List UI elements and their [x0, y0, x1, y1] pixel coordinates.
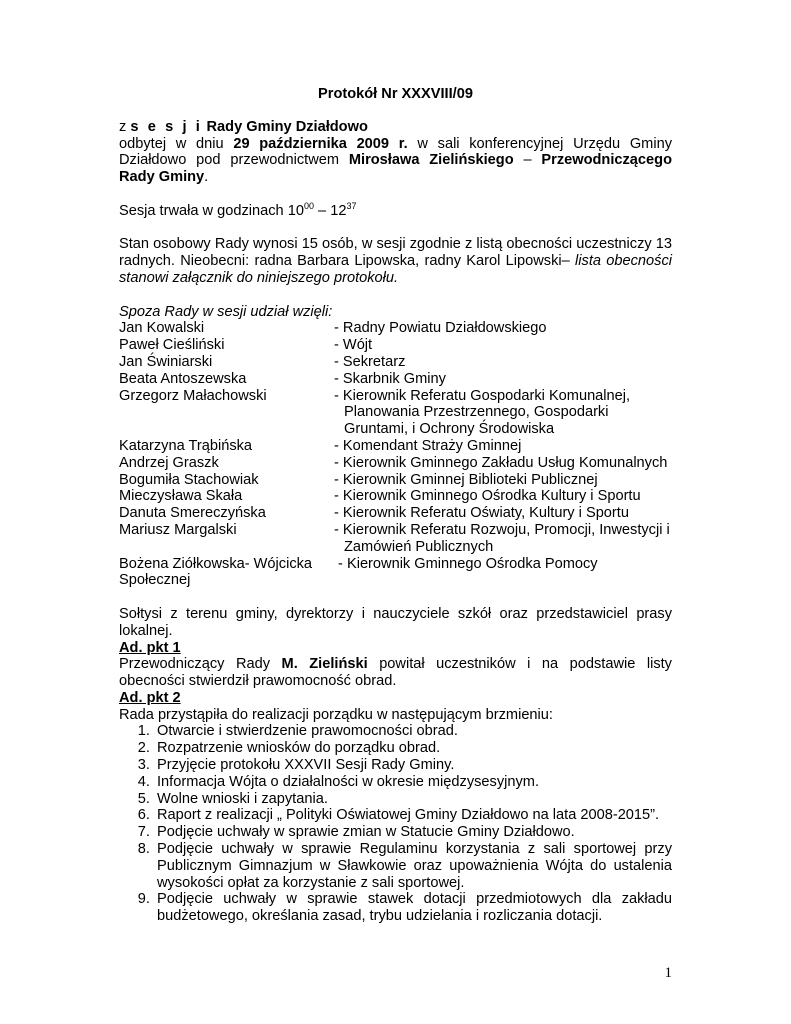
pkt1-name: M. Zieliński [281, 656, 368, 673]
attendees-heading: Spoza Rady w sesji udział wzięli: [119, 303, 333, 320]
agenda-item: 6. Raport z realizacji „ Polityki Oświatowej Gminy Działdowo na lata 2008-2015”. [154, 807, 672, 824]
attendee-row [119, 488, 672, 505]
attendee-role: - Kierownik Referatu Oświaty, Kultury i Sportu [334, 505, 629, 522]
document-body [119, 86, 672, 925]
page-number: 1 [664, 965, 672, 981]
attendee-role: - Kierownik Gminnego Ośrodka Pomocy [334, 555, 598, 572]
attendees-list [119, 320, 672, 589]
session-word: s e s j i [130, 118, 203, 135]
attendee-name: Jan Świniarski [119, 353, 213, 370]
attendee-row [119, 371, 672, 388]
attendee-row [119, 320, 672, 337]
attendee-row [119, 556, 672, 573]
attendee-name: Grzegorz Małachowski [119, 387, 267, 404]
session-date: 29 października 2009 r. [233, 135, 408, 152]
attendee-role: - Sekretarz [334, 353, 406, 370]
chairman-role: Przewodniczącego Rady Gminy [119, 152, 672, 186]
agenda-item: 2. Rozpatrzenie wniosków do porządku obrad. [154, 740, 672, 757]
attendee-role: - Kierownik Gminnej Biblioteki Publicznej [334, 471, 598, 488]
attendee-row [119, 455, 672, 472]
attendee-role: - Radny Powiatu Działdowskiego [334, 320, 547, 337]
agenda-item: 3. Przyjęcie protokołu XXXVII Sesji Rady Gminy. [154, 757, 672, 774]
agenda-item: 5. Wolne wnioski i zapytania. [154, 791, 672, 808]
document-title: Protokół Nr XXXVIII/09 [318, 86, 473, 102]
agenda-item: 7. Podjęcie uchwały w sprawie zmian w Statucie Gminy Działdowo. [154, 824, 672, 841]
attendance-note: lista obecności stanowi załącznik do niniejszego protokołu. [119, 253, 672, 286]
agenda-item: 8. Podjęcie uchwały w sprawie Regulaminu korzystania z sali sportowej przy Publicznym Gimnazjum w Sławkowie oraz upoważnienia Wójta do ustalenia wysokości opłat za korzystanie z sali sportowej. [154, 841, 672, 891]
pkt1-paragraph [119, 656, 672, 690]
attendance-paragraph [119, 236, 672, 286]
session-start-minutes: 00 [303, 200, 314, 211]
attendee-role: - Kierownik Gminnego Ośrodka Kultury i Sportu [334, 488, 641, 505]
session-end-minutes: 37 [346, 200, 357, 211]
agenda-list [119, 723, 672, 925]
pkt1-heading: Ad. pkt 1 [119, 639, 181, 656]
pkt2-intro: Rada przystąpiła do realizacji porządku w następującym brzmieniu: [119, 706, 553, 723]
chairman-name: Mirosława Zielińskiego [348, 152, 514, 169]
session-intro [119, 119, 672, 186]
attendee-name: Andrzej Graszk [119, 454, 219, 471]
agenda-item: 1. Otwarcie i stwierdzenie prawomocności obrad. [154, 723, 672, 740]
attendee-role: - Kierownik Referatu Rozwoju, Promocji, Inwestycji i Zamówień Publicznych [334, 521, 670, 555]
attendee-name: Beata Antoszewska [119, 370, 247, 387]
attendee-name: Danuta Smereczyńska [119, 505, 266, 522]
session-time-label: Sesja trwała w godzinach 10 [119, 202, 304, 219]
held-text: odbytej w dniu [119, 135, 224, 152]
pkt1-suffix: powitał uczestników i na podstawie listy obecności stwierdził prawomocność obrad. [119, 656, 672, 690]
attendee-name: Katarzyna Trąbińska [119, 437, 253, 454]
attendee-name: Bożena Ziółkowska- Wójcicka [119, 555, 313, 572]
session-time [119, 200, 672, 220]
guests-paragraph: Sołtysi z terenu gminy, dyrektorzy i nauczyciele szkół oraz przedstawiciel prasy lokalnej. [119, 605, 672, 639]
attendee-role-continuation: Społecznej [119, 572, 191, 589]
attendee-role: - Kierownik Referatu Gospodarki Komunalnej, Planowania Przestrzennego, Gospodarki Gruntami, i Ochrony Środowiska [334, 387, 631, 438]
pkt1-prefix: Przewodniczący Rady [119, 656, 271, 673]
chairman-dash: – [513, 152, 542, 169]
attendee-role: - Kierownik Gminnego Zakładu Usług Komunalnych [334, 454, 668, 471]
attendee-role: - Komendant Straży Gminnej [334, 437, 522, 454]
attendee-row [119, 388, 672, 438]
attendee-row [119, 337, 672, 354]
intro-end: . [204, 169, 209, 186]
attendee-name: Jan Kowalski [119, 320, 205, 337]
session-time-dash: – 12 [313, 202, 347, 219]
attendee-name: Mariusz Margalski [119, 521, 237, 538]
attendee-row [119, 354, 672, 371]
attendee-row [119, 522, 672, 556]
attendance-text: Stan osobowy Rady wynosi 15 osób, w sesji zgodnie z listą obecności uczestniczy 13 radnych. Nieobecni: radna Barbara Lipowska, radny Karol Lipowski– [119, 236, 672, 270]
attendee-name: Bogumiła Stachowiak [119, 471, 259, 488]
pkt2-heading: Ad. pkt 2 [119, 689, 181, 706]
attendee-role: - Skarbnik Gminy [334, 370, 446, 387]
attendee-name: Mieczysława Skała [119, 488, 243, 505]
attendee-role: - Wójt [334, 337, 373, 354]
attendee-row [119, 505, 672, 522]
council-name: Rady Gminy Działdowo [206, 118, 368, 135]
agenda-item: 4. Informacja Wójta o działalności w okresie międzysesyjnym. [154, 774, 672, 791]
intro-prefix: z [119, 118, 127, 135]
agenda-item: 9. Podjęcie uchwały w sprawie stawek dotacji przedmiotowych dla zakładu budżetowego, określania zasad, trybu udzielania i rozliczania dotacji. [154, 891, 672, 925]
location-text: w sali konferencyjnej Urzędu Gminy Działdowo pod przewodnictwem [119, 135, 672, 169]
attendee-row [119, 438, 672, 455]
attendee-name: Paweł Cieśliński [119, 337, 225, 354]
attendee-row [119, 472, 672, 489]
